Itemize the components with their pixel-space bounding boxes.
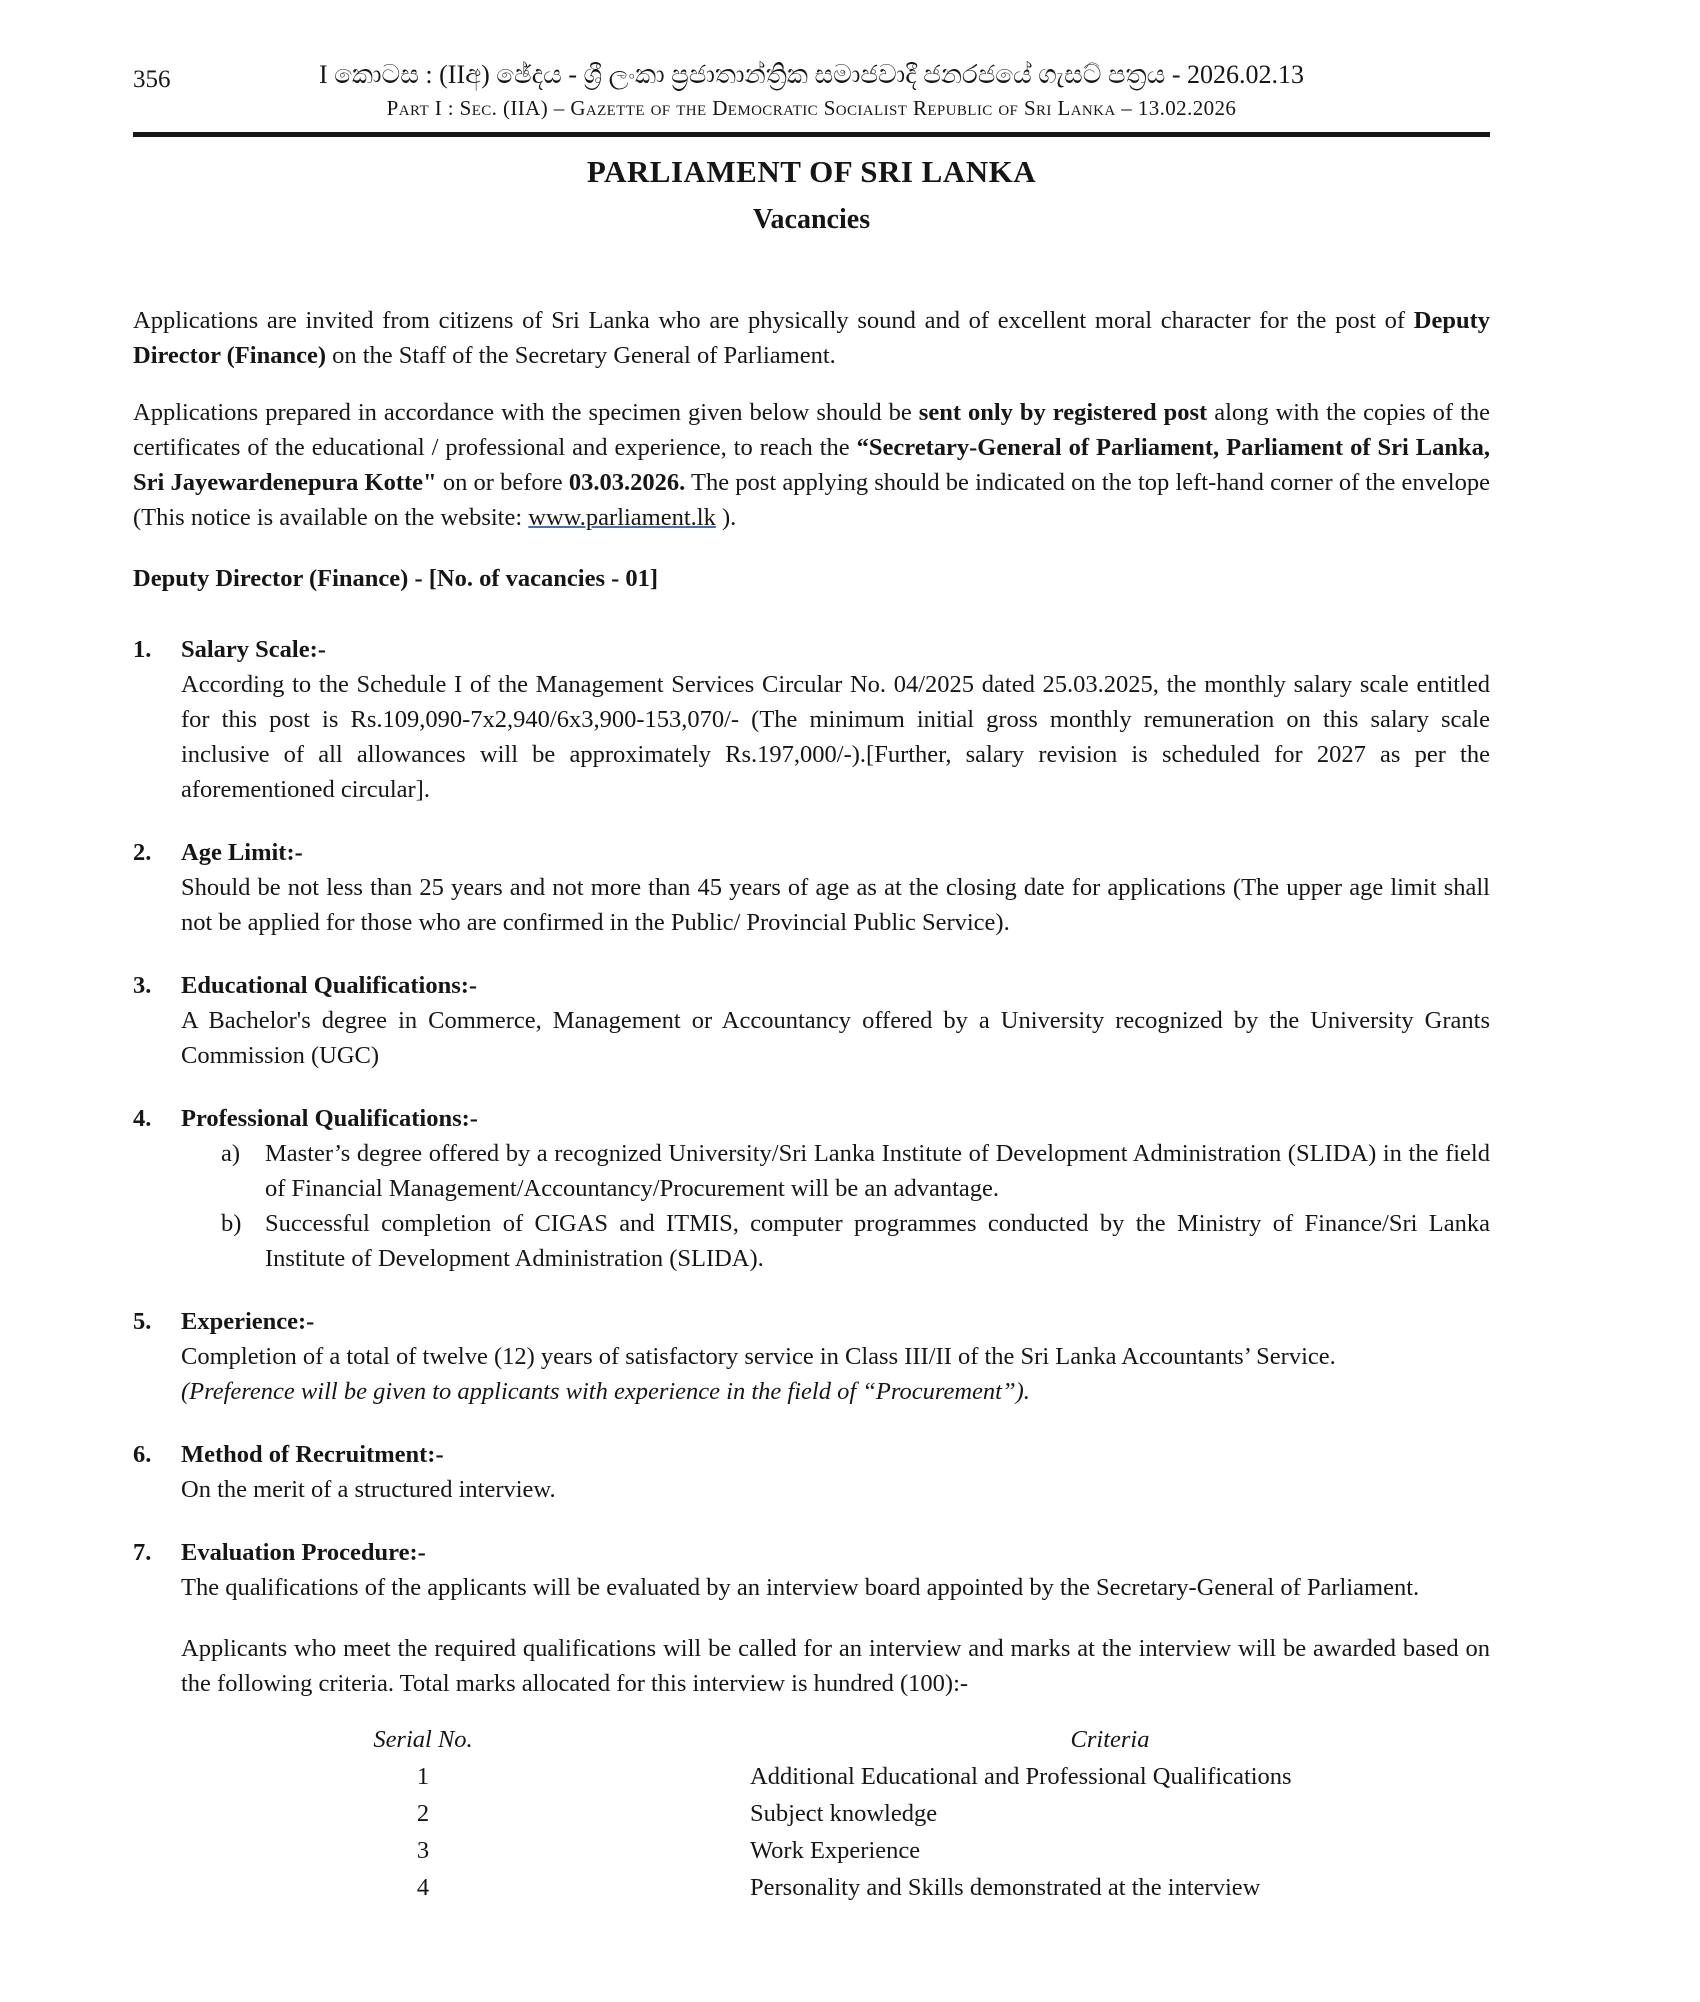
section-method-of-recruitment <box>133 1437 1490 1507</box>
text-run: “Secretary-General of Parliament, Parliament of Sri Lanka, Sri Jayewardenepura Kotte" <box>133 434 1491 496</box>
intro-paragraph-2 <box>133 395 1490 535</box>
text-run: Applications are invited from citizens of Sri Lanka who are physically sound and of excellent moral character for the post of <box>133 307 1414 334</box>
section-experience <box>133 1304 1490 1409</box>
header-rule <box>133 132 1490 137</box>
table-row <box>313 1869 1490 1906</box>
section-number: 2. <box>133 839 152 866</box>
section-number: 6. <box>133 1441 152 1468</box>
closing-paragraph: Applicants who meet the required qualifications will be called for an interview and marks at the interview will be awarded based on the following criteria. Total marks allocated for this interview is hundred (100):- <box>181 1635 1490 1697</box>
text-run: Deputy Director (Finance) <box>133 307 1490 369</box>
section-body: The qualifications of the applicants will be evaluated by an interview board appointed by the Secretary-General of Parliament. <box>181 1574 1420 1601</box>
sub-item-a <box>221 1136 1490 1206</box>
section-number: 4. <box>133 1105 152 1132</box>
section-body: Completion of a total of twelve (12) years of satisfactory service in Class III/II of the Sri Lanka Accountants’ Service. <box>181 1343 1336 1370</box>
serial-cell: 3 <box>416 1837 430 1864</box>
criteria-table <box>313 1721 1490 1906</box>
criteria-table-header <box>313 1721 1490 1758</box>
section-heading: Salary Scale:- <box>181 636 326 663</box>
section-body: According to the Schedule I of the Management Services Circular No. 04/2025 dated 25.03.2025, the monthly salary scale entitled for this post is Rs.109,090-7x2,940/6x3,900-153,070/- (The minimum initial gross monthly remuneration on this salary scale inclusive of all allowances will be approximately Rs.197,000/-).[Further, salary revision is scheduled for 2027 as per the aforementioned circular]. <box>181 671 1490 803</box>
section-heading: Experience:- <box>181 1308 315 1335</box>
text-run: Applications prepared in accordance with the specimen given below should be <box>133 399 919 426</box>
text-run: on the Staff of the Secretary General of Parliament. <box>326 342 836 369</box>
header-line-english: Part I : Sec. (IIA) – Gazette of the Democratic Socialist Republic of Sri Lanka – 13.02.2026 <box>386 96 1237 120</box>
section-heading-row <box>133 632 1490 667</box>
section-salary-scale <box>133 632 1490 807</box>
section-body: A Bachelor's degree in Commerce, Management or Accountancy offered by a University recognized by the University Grants Commission (UGC) <box>181 1007 1490 1069</box>
section-age-limit <box>133 835 1490 940</box>
serial-cell: 4 <box>416 1874 430 1901</box>
document-subtitle: Vacancies <box>752 204 871 235</box>
criteria-cell: Work Experience <box>750 1837 921 1864</box>
section-heading-row <box>133 835 1490 870</box>
section-number: 3. <box>133 972 152 999</box>
section-heading: Professional Qualifications:- <box>181 1105 478 1132</box>
intro-paragraph-1 <box>133 303 1490 373</box>
section-evaluation-procedure <box>133 1535 1490 1605</box>
section-note-italic: (Preference will be given to applicants with experience in the field of “Procurement”). <box>181 1378 1030 1405</box>
criteria-cell: Personality and Skills demonstrated at the interview <box>750 1874 1261 1901</box>
document-title: PARLIAMENT OF SRI LANKA <box>586 154 1037 189</box>
section-heading-row <box>133 968 1490 1003</box>
sub-item-b <box>221 1206 1490 1276</box>
section-heading-row <box>133 1535 1490 1570</box>
section-number: 1. <box>133 636 152 663</box>
criteria-cell: Subject knowledge <box>750 1800 938 1827</box>
section-heading: Method of Recruitment:- <box>181 1441 444 1468</box>
section-number: 7. <box>133 1539 152 1566</box>
section-heading-row <box>133 1101 1490 1136</box>
text-run: on or before <box>436 469 569 496</box>
serial-no-header: Serial No. <box>373 1726 473 1753</box>
section-body: Should be not less than 25 years and not more than 45 years of age as at the closing date for applications (The upper age limit shall not be applied for those who are confirmed in the Public/ Provincial Public Service). <box>181 874 1490 936</box>
text-run: 03.03.2026. <box>568 469 686 496</box>
sub-item-label: a) <box>221 1140 241 1167</box>
section-body: On the merit of a structured interview. <box>181 1476 556 1503</box>
section-heading: Age Limit:- <box>181 839 303 866</box>
section-heading-row <box>133 1437 1490 1472</box>
sub-item-label: b) <box>221 1210 242 1237</box>
text-run: sent only by registered post <box>918 399 1208 426</box>
section-heading: Evaluation Procedure:- <box>181 1539 426 1566</box>
serial-cell: 1 <box>416 1763 430 1790</box>
serial-cell: 2 <box>416 1800 430 1827</box>
page-number: 356 <box>133 66 171 93</box>
text-run: along with the copies of the certificates of the educational / professional and experience, to reach the <box>133 399 1490 461</box>
sub-item-text: Successful completion of CIGAS and ITMIS, computer programmes conducted by the Ministry of Finance/Sri Lanka Institute of Development Administration (SLIDA). <box>265 1210 1490 1272</box>
criteria-cell: Additional Educational and Professional Qualifications <box>750 1763 1292 1790</box>
page-header <box>133 58 1490 137</box>
section-heading-row <box>133 1304 1490 1339</box>
table-row <box>313 1758 1490 1795</box>
section-professional-qualifications <box>133 1101 1490 1276</box>
post-heading: Deputy Director (Finance) - [No. of vacancies - 01] <box>133 565 659 592</box>
text-run: ). <box>715 504 737 531</box>
section-number: 5. <box>133 1308 152 1335</box>
text-run: The post applying should be indicated on the top left-hand corner of the envelope (This notice is available on the website: <box>133 469 1490 531</box>
section-heading: Educational Qualifications:- <box>181 972 478 999</box>
website-link[interactable]: www.parliament.lk <box>528 504 716 531</box>
table-row <box>313 1795 1490 1832</box>
sub-item-text: Master’s degree offered by a recognized University/Sri Lanka Institute of Development Administration (SLIDA) in the field of Financial Management/Accountancy/Procurement will be an advantage. <box>265 1140 1490 1202</box>
criteria-header: Criteria <box>1070 1726 1150 1753</box>
section-educational-qualifications <box>133 968 1490 1073</box>
table-row <box>313 1832 1490 1869</box>
header-line-sinhala: I කොටස : (IIඅ) ඡේදය - ශ්‍රී ලංකා ප්‍රජාතාන්ත්‍රික සමාජවාදී ජනරජයේ ගැසට් පත්‍රය - 2026.02.13 <box>318 60 1304 89</box>
